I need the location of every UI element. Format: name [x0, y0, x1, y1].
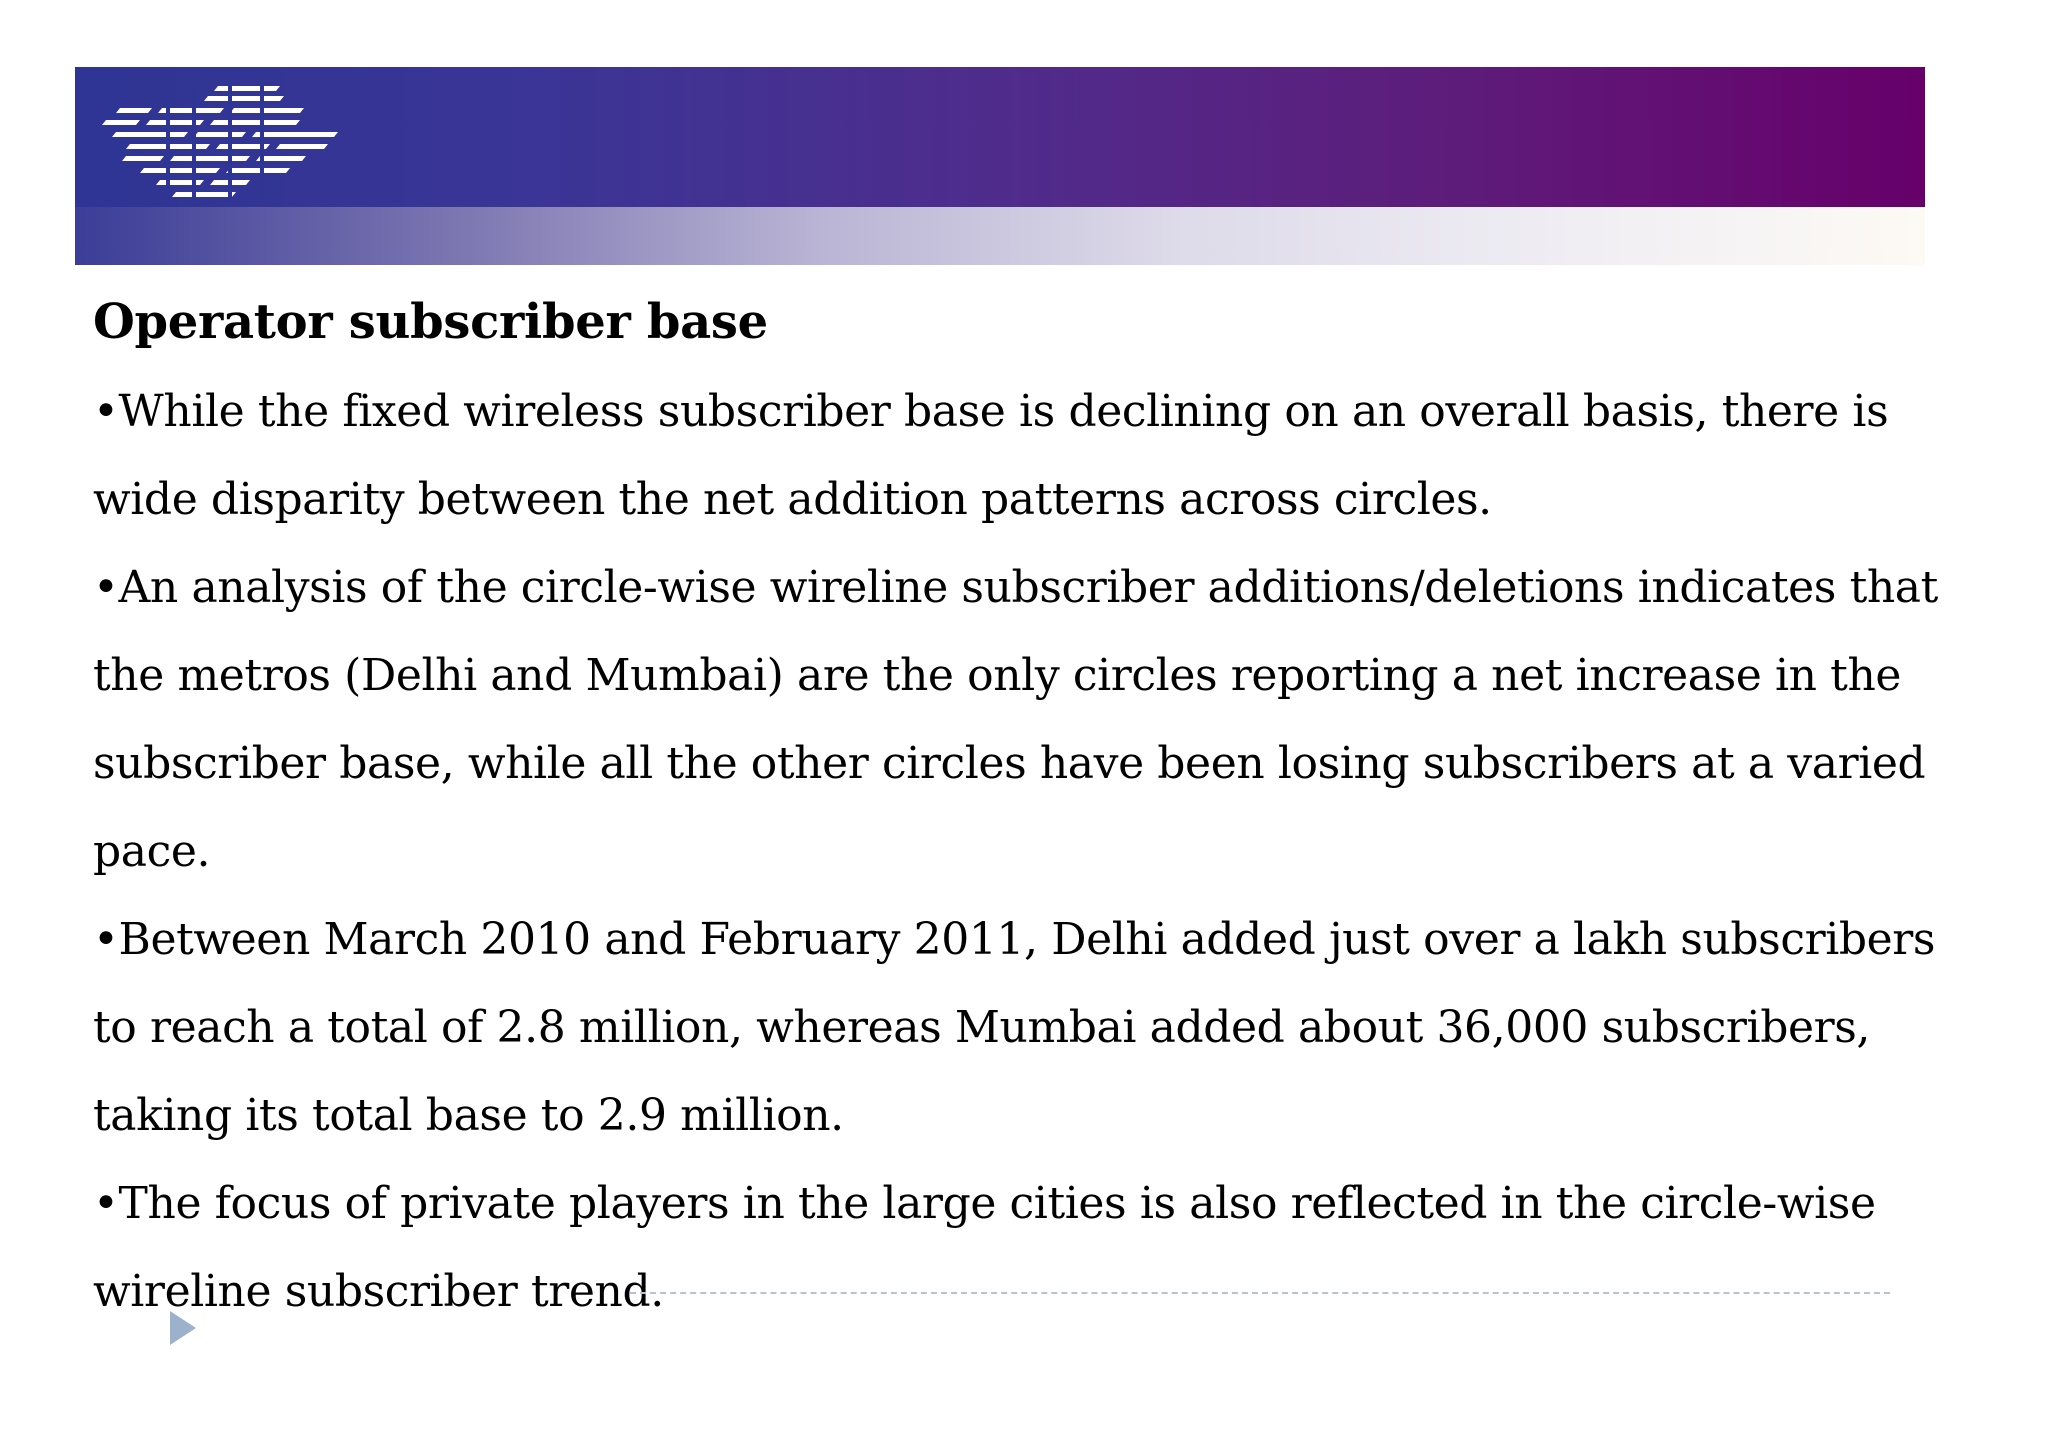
triangle-play-icon[interactable] [170, 1311, 196, 1345]
header-band [75, 67, 1925, 207]
bullet-item: •The focus of private players in the large cities is also reflected in the circle-wise wireline subscriber trend. [93, 1178, 1876, 1317]
bullet-item: •Between March 2010 and February 2011, Delhi added just over a lakh subscribers to reach a total of 2.8 million, whereas Mumbai added about 36,000 subscribers, taking its total base to 2.9 million. [93, 914, 1936, 1141]
bullet-item: •An analysis of the circle-wise wireline subscriber additions/deletions indicates that the metros (Delhi and Mumbai) are the only circles reporting a net increase in the subscriber base, while all the other circles have been losing subscribers at a varied pace. [93, 562, 1938, 877]
striped-globe-logo [100, 86, 340, 201]
header-gradient-fade [75, 207, 1925, 265]
slide-title: Operator subscriber base [93, 294, 768, 350]
bullet-item: •While the fixed wireless subscriber base is declining on an overall basis, there is wide disparity between the net addition patterns across circles. [93, 386, 1889, 525]
footer-divider [630, 1292, 1890, 1294]
slide-content [93, 286, 1993, 1336]
